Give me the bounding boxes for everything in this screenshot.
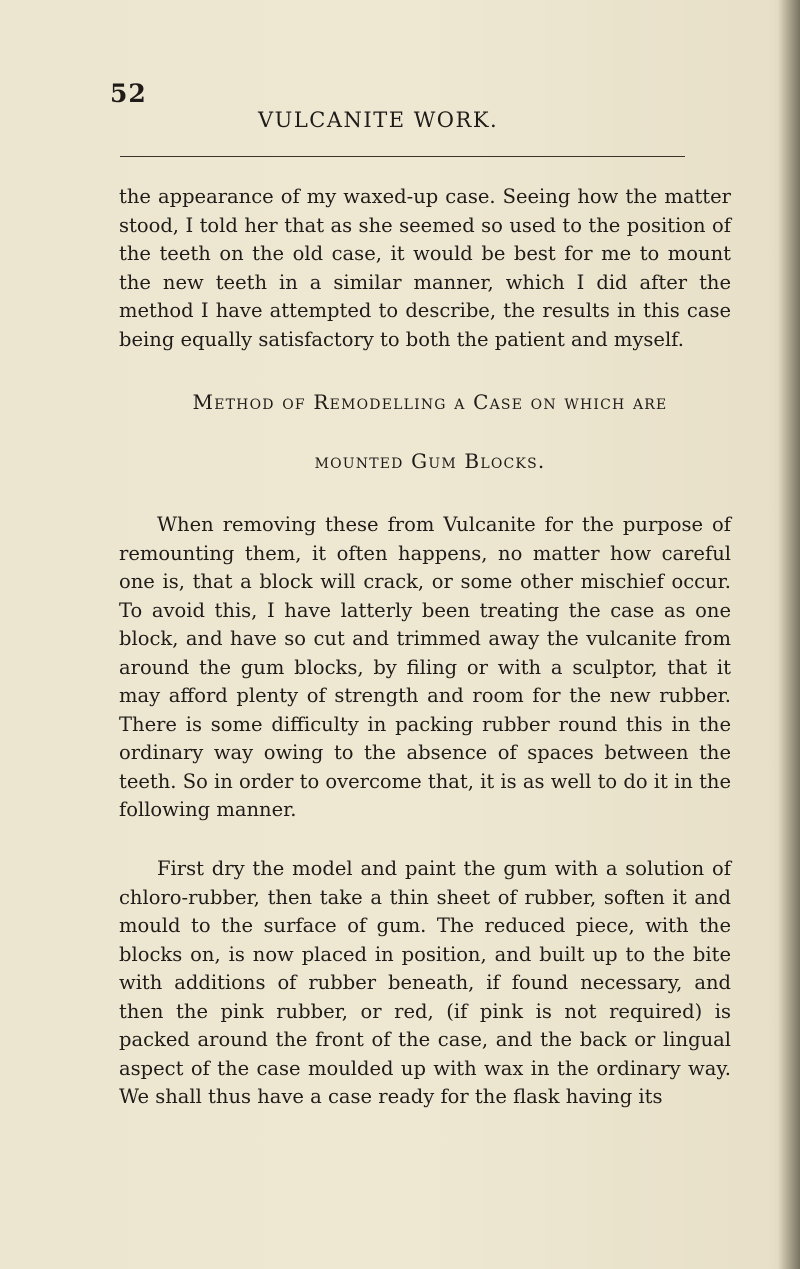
paragraph-continuation: the appearance of my waxed-up case. Seeing how the matter stood, I told her that as she seemed so used to the position of the teeth on the old case, it would be best for me to mount the new teeth in a similar manner, which I did after the method I have attempted to describe, the results in this case being equally satisfactory to both the patient and myself. (119, 185, 731, 351)
paragraph-removing: When removing these from Vulcanite for the purpose of remounting them, it often happens, no matter how careful one is, that a block will crack, or some other mischief occur. To avoid this, I have latterly been treating the case as one block, and have so cut and trimmed away the vulcanite from around the gum blocks, by filing or with a sculptor, that it may afford plenty of strength and room for the new rubber. There is some difficulty in packing rubber round this in the ordinary way owing to the absence of spaces between the teeth. So in order to overcome that, it is as well to do it in the following manner. (119, 513, 731, 821)
page-edge-shadow (778, 0, 800, 1269)
page-number: 52 (110, 79, 147, 108)
running-head: VULCANITE WORK. (258, 108, 499, 132)
paragraph-first-dry: First dry the model and paint the gum with a solution of chloro-rubber, then take a thin sheet of rubber, soften it and mould to the surface of gum. The reduced piece, with the blocks on, is now placed in position, and built up to the bite with additions of rubber beneath, if found necessary, and then the pink rubber, or red, (if pink is not required) is packed around the front of the case, and the back or lingual aspect of the case moulded up with wax in the ordinary way. We shall thus have a case ready for the flask having its (119, 857, 731, 1108)
header-rule (120, 156, 685, 157)
section-title-line-1: Method of Remodelling a Case on which are (192, 390, 668, 414)
section-title-line-2: mounted Gum Blocks. (314, 449, 546, 473)
